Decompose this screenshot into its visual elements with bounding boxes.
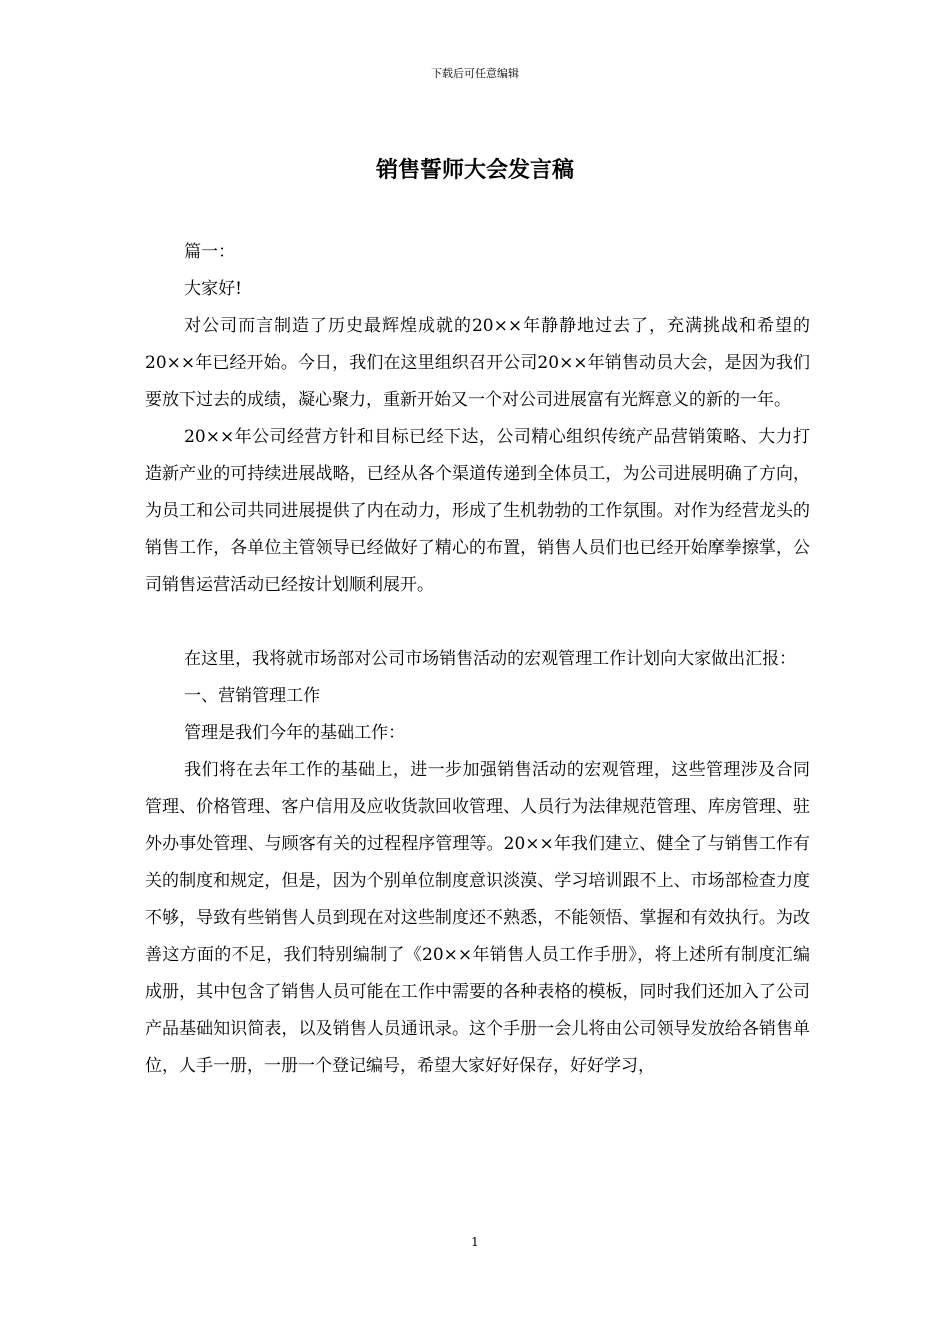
paragraph-greeting: 大家好! <box>184 279 242 299</box>
paragraph: 管理是我们今年的基础工作： <box>184 723 406 743</box>
paragraph: 对公司而言制造了历史最辉煌成就的20××年静静地过去了，充满挑战和希望的20××年已经开始。今日，我们在这里组织召开公司20××年销售动员大会，是因为我们要放下过去的成绩，凝心聚力，重新开始又一个对公司进展富有光辉意义的新的一年。 <box>145 316 810 410</box>
document-title: 销售誓师大会发言稿 <box>375 158 574 183</box>
paragraph-section-label: 篇一： <box>184 242 236 262</box>
document-body <box>145 234 810 1085</box>
paragraph: 我们将在去年工作的基础上，进一步加强销售活动的宏观管理，这些管理涉及合同管理、价格管理、客户信用及应收货款回收管理、人员行为法律规范管理、库房管理、驻外办事处管理、与顾客有关的过程程序管理等。20××年我们建立、健全了与销售工作有关的制度和规定，但是，因为个别单位制度意识淡漠、学习培训跟不上、市场部检查力度不够，导致有些销售人员到现在对这些制度还不熟悉，不能领悟、掌握和有效执行。为改善这方面的不足，我们特别编制了《20××年销售人员工作手册》，将上述所有制度汇编成册，其中包含了销售人员可能在工作中需要的各种表格的模板，同时我们还加入了公司产品基础知识简表，以及销售人员通讯录。这个手册一会儿将由公司领导发放给各销售单位，人手一册，一册一个登记编号，希望大家好好保存，好好学习， <box>145 760 810 1076</box>
page-header-note: 下载后可任意编辑 <box>431 67 519 80</box>
page-number: 1 <box>471 1235 479 1249</box>
paragraph: 在这里，我将就市场部对公司市场销售活动的宏观管理工作计划向大家做出汇报： <box>184 649 797 669</box>
paragraph: 20××年公司经营方针和目标已经下达，公司精心组织传统产品营销策略、大力打造新产业的可持续进展战略，已经从各个渠道传递到全体员工，为公司进展明确了方向，为员工和公司共同进展提供了内在动力，形成了生机勃勃的工作氛围。对作为经营龙头的销售工作，各单位主管领导已经做好了精心的布置，销售人员们也已经开始摩拳擦掌，公司销售运营活动已经按计划顺利展开。 <box>145 427 810 595</box>
section-heading: 一、营销管理工作 <box>184 686 321 706</box>
